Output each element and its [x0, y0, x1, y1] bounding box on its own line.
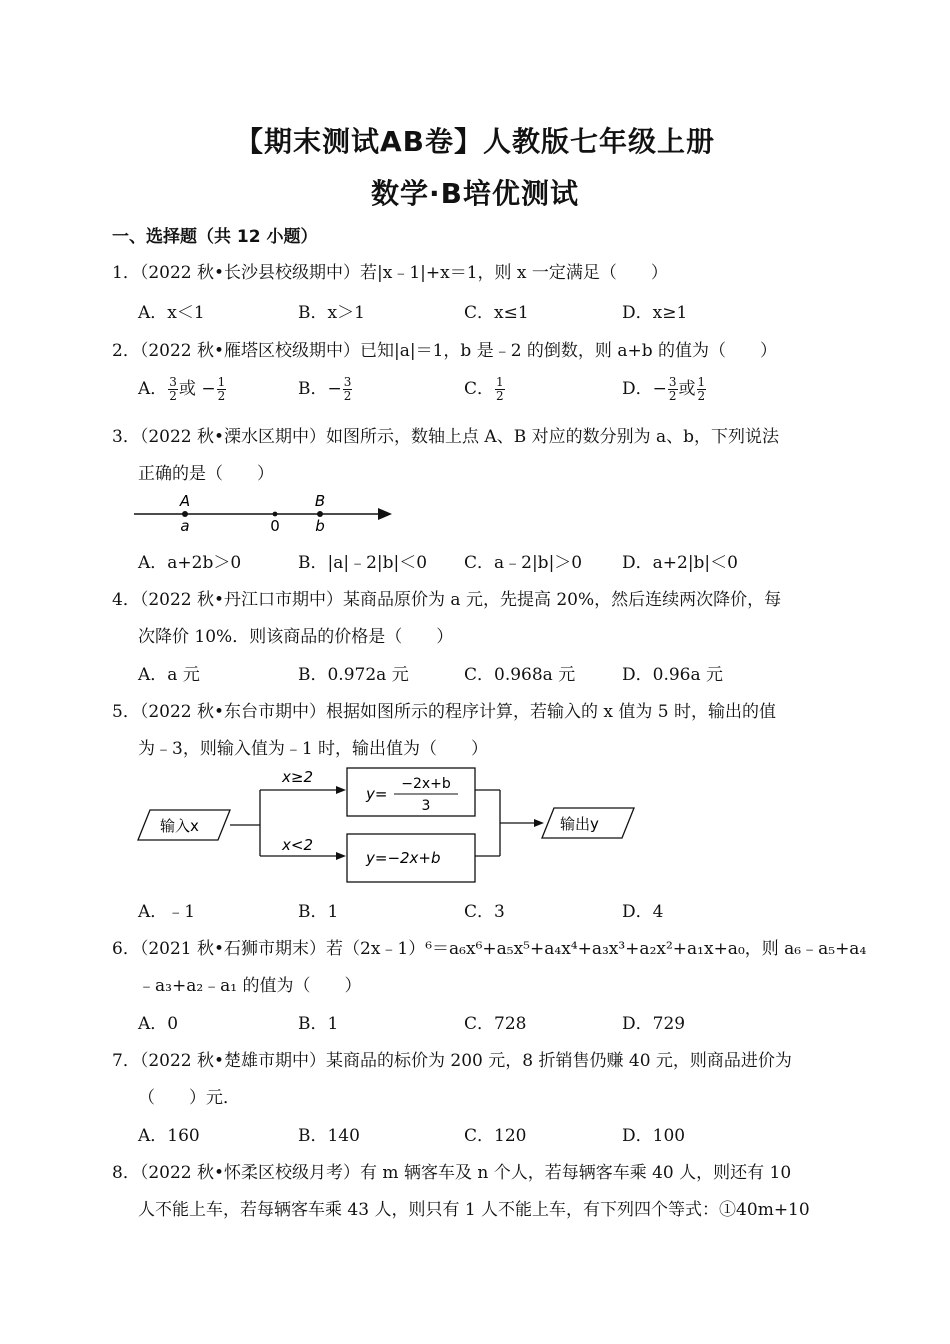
numerator: 1: [496, 375, 504, 389]
fraction: [217, 376, 227, 403]
question-8-stem-line1: 8．（2022 秋•怀柔区校级月考）有 m 辆客车及 n 个人，若每辆客车乘 40 人，则还有 10: [112, 1163, 792, 1183]
arrow-head-icon: [378, 508, 392, 520]
label-A: A: [179, 492, 191, 510]
option-d: [622, 374, 707, 403]
option-a-prefix: A．: [138, 379, 168, 399]
option-c: C．0.968a 元: [464, 665, 576, 685]
option-d-prefix: D．−: [622, 379, 667, 399]
denominator: 2: [343, 389, 352, 403]
numerator: 3: [169, 375, 177, 389]
fraction: [697, 376, 707, 403]
option-d: D．x≥1: [622, 303, 688, 323]
denominator: 2: [169, 389, 177, 403]
option-a: A．a+2b＞0: [138, 553, 242, 573]
option-c: C．728: [464, 1014, 527, 1034]
denominator: 2: [668, 389, 677, 403]
option-b-prefix: B．−: [298, 379, 342, 399]
option-c: C．120: [464, 1126, 527, 1146]
denominator: 2: [697, 389, 706, 403]
number-line-figure: [130, 488, 400, 538]
y-equals: y=: [366, 785, 388, 803]
option-b: B．140: [298, 1126, 360, 1146]
arrow-head-icon: [534, 819, 544, 827]
question-6-stem-line1: 6．（2021 秋•石狮市期末）若（2x﹣1）⁶＝a₆x⁶+a₅x⁵+a₄x⁴+a₃x³+a₂x²+a₁x+a₀，则 a₆﹣a₅+a₄: [112, 939, 867, 959]
option-a-mid: 或 −: [178, 379, 216, 399]
option-b: B．|a|﹣2|b|＜0: [298, 553, 428, 573]
question-5-stem-line1: 5．（2022 秋•东台市期中）根据如图所示的程序计算，若输入的 x 值为 5 时，输出的值: [112, 702, 777, 722]
fraction: [343, 376, 353, 403]
label-B: B: [314, 492, 326, 510]
option-d: D．a+2|b|＜0: [622, 553, 738, 573]
label-zero: 0: [270, 517, 280, 535]
label-a: a: [180, 517, 190, 535]
numerator: 3: [668, 375, 677, 389]
option-d: D．100: [622, 1126, 686, 1146]
option-a: [138, 374, 227, 403]
section-heading: 一、选择题（共 12 小题）: [112, 227, 318, 247]
question-3-stem-line1: 3．（2022 秋•溧水区期中）如图所示，数轴上点 A、B 对应的数分别为 a、b，下列说法: [112, 427, 780, 447]
option-c: C．a﹣2|b|＞0: [464, 553, 583, 573]
formula-bottom: y=−2x+b: [366, 849, 441, 867]
numerator: 1: [697, 375, 706, 389]
condition-bottom: x<2: [282, 836, 313, 854]
option-a: A．160: [138, 1126, 200, 1146]
option-a: A．x＜1: [138, 303, 205, 323]
option-a: A．﹣1: [138, 902, 196, 922]
question-2-stem: 2．（2022 秋•雁塔区校级期中）已知|a|＝1，b 是﹣2 的倒数，则 a+b 的值为（ ）: [112, 341, 777, 361]
formula-numerator: −2x+b: [401, 776, 451, 792]
question-4-stem-line2: 次降价 10%．则该商品的价格是（ ）: [138, 627, 454, 647]
label-b: b: [315, 517, 325, 535]
fraction: [495, 376, 505, 403]
option-d-mid: 或: [678, 379, 696, 399]
denominator: 2: [217, 389, 226, 403]
page-title: 【期末测试AB卷】人教版七年级上册: [234, 125, 715, 158]
option-c: C．x≤1: [464, 303, 529, 323]
option-c-prefix: C．: [464, 379, 495, 399]
formula-denominator: 3: [421, 798, 431, 814]
option-c: C．3: [464, 902, 505, 922]
condition-top: x≥2: [282, 768, 313, 786]
fraction: [668, 376, 678, 403]
question-6-stem-line2: ﹣a₃+a₂﹣a₁ 的值为（ ）: [138, 976, 362, 996]
option-d: D．4: [622, 902, 664, 922]
question-7-stem-line2: （ ）元．: [138, 1088, 240, 1108]
question-4-stem-line1: 4．（2022 秋•丹江口市期中）某商品原价为 a 元，先提高 20%，然后连续两次降价，每: [112, 590, 782, 610]
option-b: B．1: [298, 902, 339, 922]
numerator: 3: [343, 375, 352, 389]
option-b: B．0.972a 元: [298, 665, 409, 685]
question-7-stem-line1: 7．（2022 秋•楚雄市期中）某商品的标价为 200 元，8 折销售仍赚 40 元，则商品进价为: [112, 1051, 792, 1071]
option-b: [298, 374, 353, 403]
question-8-stem-line2: 人不能上车，若每辆客车乘 43 人，则只有 1 人不能上车，有下列四个等式：①40m+10: [138, 1200, 810, 1220]
page-subtitle: 数学·B培优测试: [371, 177, 579, 210]
flowchart-figure: [130, 762, 650, 888]
question-3-stem-line2: 正确的是（ ）: [138, 464, 274, 484]
option-d: D．0.96a 元: [622, 665, 724, 685]
arrow-head-icon: [336, 786, 346, 794]
option-b: B．1: [298, 1014, 339, 1034]
fraction: [168, 376, 178, 403]
arrow-head-icon: [336, 852, 346, 860]
option-d: D．729: [622, 1014, 686, 1034]
origin-dot: [273, 512, 278, 517]
input-label: 输入x: [160, 817, 199, 835]
numerator: 1: [217, 375, 226, 389]
option-a: A．0: [138, 1014, 179, 1034]
output-label: 输出y: [560, 815, 599, 833]
option-b: B．x＞1: [298, 303, 365, 323]
denominator: 2: [496, 389, 504, 403]
option-a: A．a 元: [138, 665, 200, 685]
option-c: [464, 374, 506, 403]
question-5-stem-line2: 为﹣3，则输入值为﹣1 时，输出值为（ ）: [138, 739, 489, 759]
question-1-stem: 1．（2022 秋•长沙县校级期中）若|x﹣1|+x＝1，则 x 一定满足（ ）: [112, 263, 668, 283]
